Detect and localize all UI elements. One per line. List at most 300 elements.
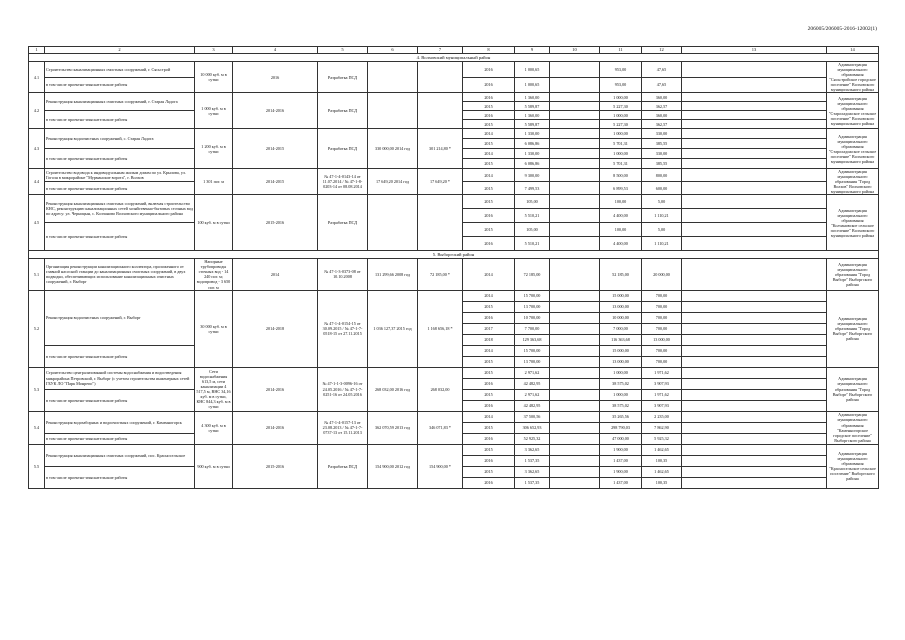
local-amount: 1 110,21	[642, 209, 682, 223]
federal-amount	[550, 195, 600, 209]
header-row	[29, 47, 879, 54]
local-amount: 20 000,00	[642, 259, 682, 290]
other-amount	[682, 139, 827, 149]
year: 2015	[463, 159, 515, 169]
remaining-cost	[418, 93, 463, 129]
column-number-cell: 6	[368, 47, 418, 54]
federal-amount	[550, 223, 600, 237]
year: 2016	[463, 111, 515, 120]
local-amount: 3 907,93	[642, 378, 682, 389]
regional-amount: 1 900,00	[600, 444, 642, 455]
regional-amount: 1 000,00	[600, 129, 642, 139]
federal-amount	[550, 455, 600, 466]
capacity: 30 000 куб. м в сутки	[195, 290, 233, 367]
section-header-row	[29, 251, 879, 259]
column-number-cell: 12	[642, 47, 682, 54]
total-amount: 52 925,32	[515, 433, 550, 444]
period: 2014	[233, 259, 318, 290]
table-row	[29, 259, 879, 290]
investment-program-table	[28, 46, 879, 489]
other-amount	[682, 367, 827, 378]
local-amount: 1 462,65	[642, 466, 682, 477]
federal-amount	[550, 149, 600, 159]
responsible-organization: Администрация муниципального образования "Староладожское сельское поселение" Волховского муниципального района	[827, 93, 879, 129]
regional-amount: 953,00	[600, 62, 642, 78]
federal-amount	[550, 466, 600, 477]
sub-note: в том числе проектно-изыскательские работы	[45, 111, 195, 129]
estimated-cost	[368, 93, 418, 129]
regional-amount: 52 185,00	[600, 259, 642, 290]
remaining-cost: 72 185,00 *	[418, 259, 463, 290]
local-amount: 385,55	[642, 139, 682, 149]
total-amount: 13 700,00	[515, 356, 550, 367]
year: 2016	[463, 378, 515, 389]
design-document: Разработка ПСД	[318, 195, 368, 251]
table-row	[29, 129, 879, 139]
federal-amount	[550, 290, 600, 301]
table-row	[29, 367, 879, 378]
year: 2016	[463, 77, 515, 93]
regional-amount: 100,00	[600, 195, 642, 209]
column-number-cell: 10	[550, 47, 600, 54]
regional-amount: 15 000,00	[600, 345, 642, 356]
capacity: 1 200 куб. м в сутки	[195, 129, 233, 169]
total-amount: 2 971,62	[515, 389, 550, 400]
total-amount: 7 499,53	[515, 182, 550, 195]
federal-amount	[550, 77, 600, 93]
regional-amount: 8 500,00	[600, 169, 642, 182]
total-amount: 1 360,00	[515, 111, 550, 120]
total-amount: 9 300,00	[515, 169, 550, 182]
year: 2018	[463, 334, 515, 345]
column-number-cell: 4	[233, 47, 318, 54]
period: 2015-2016	[233, 195, 318, 251]
local-amount: 700,00	[642, 345, 682, 356]
regional-amount: 13 000,00	[600, 301, 642, 312]
regional-amount: 38 575,02	[600, 378, 642, 389]
federal-amount	[550, 422, 600, 433]
other-amount	[682, 444, 827, 455]
row-number: 5.3	[29, 367, 45, 411]
table-row	[29, 195, 879, 209]
remaining-cost: 154 900,00 *	[418, 444, 463, 488]
year: 2015	[463, 422, 515, 433]
section-title: 4. Волховский муниципальный район	[29, 54, 879, 62]
local-amount: 700,00	[642, 323, 682, 334]
local-amount: 47,65	[642, 77, 682, 93]
other-amount	[682, 182, 827, 195]
year: 2016	[463, 477, 515, 488]
sub-note: в том числе проектно-изыскательские работы	[45, 77, 195, 93]
year: 2016	[463, 237, 515, 251]
row-number: 4.3	[29, 129, 45, 169]
period: 2014-2018	[233, 290, 318, 367]
local-amount: 385,55	[642, 159, 682, 169]
sub-note: в том числе проектно-изыскательские работы	[45, 433, 195, 444]
local-amount: 1 971,62	[642, 367, 682, 378]
remaining-cost: 1 168 656,18 *	[418, 290, 463, 367]
object-name: Строительство канализационных очистных сооружений, г. Сясьстрой	[45, 62, 195, 78]
responsible-organization: Администрация муниципального образования "Красносельское сельское поселение" Выборгского района	[827, 444, 879, 488]
total-amount: 1 000,65	[515, 77, 550, 93]
capacity: 10 000 куб. м в сутки	[195, 62, 233, 93]
local-amount: 7 862,90	[642, 422, 682, 433]
year: 2015	[463, 223, 515, 237]
federal-amount	[550, 102, 600, 111]
federal-amount	[550, 444, 600, 455]
object-name: Реконструкция канализационных очистных сооружений, пос. Красносельское	[45, 444, 195, 466]
sub-note: в том числе проектно-изыскательские работы	[45, 389, 195, 411]
local-amount: 700,00	[642, 301, 682, 312]
other-amount	[682, 62, 827, 78]
local-amount: 3 907,93	[642, 400, 682, 411]
federal-amount	[550, 62, 600, 78]
column-number-cell: 7	[418, 47, 463, 54]
year: 2015	[463, 139, 515, 149]
other-amount	[682, 77, 827, 93]
local-amount: 5,00	[642, 195, 682, 209]
remaining-cost: 268 032,00	[418, 367, 463, 411]
sub-note: в том числе проектно-изыскательские работы	[45, 223, 195, 251]
regional-amount: 4 400,00	[600, 237, 642, 251]
regional-amount: 13 000,00	[600, 356, 642, 367]
total-amount: 15 700,00	[515, 290, 550, 301]
design-document: № 47-1-4-0157-13 от 23.08.2013 / № 47-1-7-0737-13 от 15.11.2013	[318, 411, 368, 444]
estimated-cost	[368, 62, 418, 93]
document-id: 206005/206005-2016-12002(1)	[807, 26, 877, 32]
federal-amount	[550, 139, 600, 149]
other-amount	[682, 455, 827, 466]
row-number: 5.4	[29, 411, 45, 444]
other-amount	[682, 411, 827, 422]
total-amount: 6 086,86	[515, 159, 550, 169]
year: 2014	[463, 411, 515, 422]
remaining-cost: 346 071,83 *	[418, 411, 463, 444]
local-amount: 5 925,32	[642, 433, 682, 444]
local-amount: 330,00	[642, 149, 682, 159]
total-amount: 10 700,00	[515, 312, 550, 323]
object-name: Строительство водовода к индивидуальным жилым домам по ул. Крылова, ул. Гоголя в микрорайоне "Мурманские ворота", г. Волхов	[45, 169, 195, 182]
federal-amount	[550, 259, 600, 290]
total-amount: 7 700,00	[515, 323, 550, 334]
year: 2014	[463, 290, 515, 301]
object-name: Строительство централизованной системы водоснабжения и водоотведения микрорайона Петровский, г. Выборг (с учетом строительства инженерных сетей ГБУК ЛО "Парк Монрепо")	[45, 367, 195, 389]
other-amount	[682, 466, 827, 477]
column-number-cell: 13	[682, 47, 827, 54]
estimated-cost: 268 032,00 2016 год	[368, 367, 418, 411]
federal-amount	[550, 129, 600, 139]
federal-amount	[550, 477, 600, 488]
local-amount: 700,00	[642, 356, 682, 367]
other-amount	[682, 290, 827, 301]
local-amount: 700,00	[642, 290, 682, 301]
object-name: Организация реконструкции канализационного коллектора, проложенного от главной насосной станции до канализационных очистных сооружений, в двух подводки, обеспечивающих использование канализационных очистных сооружений, г. Выборг	[45, 259, 195, 290]
design-document: Разработка ПСД	[318, 62, 368, 93]
year: 2014	[463, 345, 515, 356]
local-amount: 800,00	[642, 169, 682, 182]
federal-amount	[550, 411, 600, 422]
regional-amount: 7 000,00	[600, 323, 642, 334]
total-amount: 13 700,00	[515, 301, 550, 312]
total-amount: 306 652,93	[515, 422, 550, 433]
responsible-organization: Администрация муниципального образования "Каменногорское городское поселение" Выборгского района	[827, 411, 879, 444]
federal-amount	[550, 301, 600, 312]
regional-amount: 953,00	[600, 77, 642, 93]
design-document: № 47-1-3-0373-08 от 10.10.2008	[318, 259, 368, 290]
year: 2015	[463, 466, 515, 477]
year: 2015	[463, 301, 515, 312]
row-number: 5.2	[29, 290, 45, 367]
year: 2015	[463, 389, 515, 400]
other-amount	[682, 433, 827, 444]
regional-amount: 4 400,00	[600, 209, 642, 223]
estimated-cost: 1 036 127,37 2015 год	[368, 290, 418, 367]
responsible-organization: Администрация муниципального образования "Город Волхов" Волховского муниципального района	[827, 169, 879, 195]
total-amount: 5 589,87	[515, 120, 550, 129]
estimated-cost: 362 070,59 2013 год	[368, 411, 418, 444]
other-amount	[682, 400, 827, 411]
federal-amount	[550, 312, 600, 323]
federal-amount	[550, 433, 600, 444]
local-amount: 360,00	[642, 93, 682, 102]
other-amount	[682, 237, 827, 251]
capacity: 4 300 куб. м в сутки	[195, 411, 233, 444]
column-number-cell: 11	[600, 47, 642, 54]
year: 2015	[463, 356, 515, 367]
other-amount	[682, 334, 827, 345]
regional-amount: 47 000,00	[600, 433, 642, 444]
total-amount: 129 363,68	[515, 334, 550, 345]
capacity: 1 301 пог. м	[195, 169, 233, 195]
total-amount: 1 000,65	[515, 62, 550, 78]
estimated-cost: 17 649,20 2014 год	[368, 169, 418, 195]
capacity: Напорные трубопроводы сточных вод - 14 240 пог. м; водопровод - 3 650 пог. м	[195, 259, 233, 290]
year: 2016	[463, 433, 515, 444]
federal-amount	[550, 111, 600, 120]
federal-amount	[550, 389, 600, 400]
year: 2016	[463, 62, 515, 78]
period: 2014-2016	[233, 411, 318, 444]
sub-note: в том числе проектно-изыскательские работы	[45, 345, 195, 367]
total-amount: 42 482,95	[515, 378, 550, 389]
row-number: 5.1	[29, 259, 45, 290]
estimated-cost: 154 900,00 2012 год	[368, 444, 418, 488]
column-number-cell: 1	[29, 47, 45, 54]
design-document: Разработка ПСД	[318, 129, 368, 169]
regional-amount: 5 701,31	[600, 159, 642, 169]
design-document: Разработка ПСД	[318, 444, 368, 488]
regional-amount: 1 437,00	[600, 455, 642, 466]
regional-amount: 1 000,00	[600, 111, 642, 120]
responsible-organization: Администрация муниципального образования "Город Выборг" Выборгского района	[827, 290, 879, 367]
total-amount: 1 537,35	[515, 477, 550, 488]
other-amount	[682, 477, 827, 488]
total-amount: 1 537,35	[515, 455, 550, 466]
year: 2014	[463, 259, 515, 290]
federal-amount	[550, 209, 600, 223]
other-amount	[682, 378, 827, 389]
year: 2016	[463, 93, 515, 102]
period: 2014-2015	[233, 129, 318, 169]
total-amount: 1 360,00	[515, 93, 550, 102]
other-amount	[682, 120, 827, 129]
federal-amount	[550, 334, 600, 345]
local-amount: 47,65	[642, 62, 682, 78]
regional-amount: 5 227,30	[600, 102, 642, 111]
local-amount: 362,57	[642, 120, 682, 129]
regional-amount: 1 000,00	[600, 93, 642, 102]
year: 2014	[463, 149, 515, 159]
federal-amount	[550, 323, 600, 334]
capacity: Сети водоснабжения 613,5 м, сети канализации 4 517,5 м, ВНС 34,16 куб. м в сутки, КНС 844,3 куб. м в сутки	[196, 368, 231, 410]
other-amount	[682, 301, 827, 312]
year: 2017	[463, 323, 515, 334]
total-amount: 72 185,00	[515, 259, 550, 290]
local-amount: 1 971,62	[642, 389, 682, 400]
table-row	[29, 62, 879, 78]
year: 2015	[463, 102, 515, 111]
column-number-cell: 2	[45, 47, 195, 54]
capacity: 900 куб. м в сутки	[195, 444, 233, 488]
object-name: Реконструкция канализационных очистных сооружений, г. Старая Ладога	[45, 93, 195, 111]
other-amount	[682, 422, 827, 433]
object-name: Реконструкция водоочистных сооружений, г. Выборг	[45, 290, 195, 345]
other-amount	[682, 389, 827, 400]
year: 2016	[463, 455, 515, 466]
federal-amount	[550, 237, 600, 251]
other-amount	[682, 93, 827, 102]
estimated-cost: 131 299,66 2008 год	[368, 259, 418, 290]
total-amount: 42 482,95	[515, 400, 550, 411]
total-amount: 105,00	[515, 223, 550, 237]
total-amount: 6 086,86	[515, 139, 550, 149]
regional-amount: 1 000,00	[600, 389, 642, 400]
federal-amount	[550, 159, 600, 169]
other-amount	[682, 129, 827, 139]
object-name: Реконструкция канализационных очистных сооружений, включая строительство КНС, реконструкцию канализационных сетей хозяйственно-бытовых сточных вод по адресу: ул. Черницын, с. Колчаново Волховского муниципального района	[45, 195, 195, 223]
regional-amount: 1 437,00	[600, 477, 642, 488]
regional-amount: 15 000,00	[600, 290, 642, 301]
capacity: 100 куб. м в сутки	[195, 195, 233, 251]
total-amount: 15 700,00	[515, 345, 550, 356]
estimated-cost: 330 000,00 2014 год	[368, 129, 418, 169]
total-amount: 5 510,21	[515, 237, 550, 251]
capacity: 1 000 куб. м в сутки	[195, 93, 233, 129]
design-document: № 47-1-4-0143-14 от 11.07.2014 / № 47-1-8-0203-14 от 08.08.2014	[318, 169, 368, 195]
federal-amount	[550, 345, 600, 356]
other-amount	[682, 102, 827, 111]
other-amount	[682, 356, 827, 367]
federal-amount	[550, 400, 600, 411]
other-amount	[682, 195, 827, 209]
regional-amount: 38 575,02	[600, 400, 642, 411]
table-row	[29, 411, 879, 422]
total-amount: 1 330,00	[515, 129, 550, 139]
row-number: 4.1	[29, 62, 45, 93]
year: 2015	[463, 367, 515, 378]
other-amount	[682, 223, 827, 237]
year: 2016	[463, 209, 515, 223]
object-name: Реконструкция водоочистных сооружений, с. Старая Ладога	[45, 129, 195, 149]
year: 2015	[463, 195, 515, 209]
total-amount: 5 510,21	[515, 209, 550, 223]
local-amount: 360,00	[642, 111, 682, 120]
period: 2015-2016	[233, 444, 318, 488]
column-number-cell: 9	[515, 47, 550, 54]
table-body	[29, 47, 879, 489]
row-number: 5.5	[29, 444, 45, 488]
regional-amount: 1 900,00	[600, 466, 642, 477]
local-amount: 100,35	[642, 455, 682, 466]
local-amount: 13 000,00	[642, 334, 682, 345]
total-amount: 37 500,56	[515, 411, 550, 422]
year: 2015	[463, 120, 515, 129]
total-amount: 1 330,00	[515, 149, 550, 159]
other-amount	[682, 209, 827, 223]
sub-note: в том числе проектно-изыскательские работы	[45, 182, 195, 195]
regional-amount: 35 265,56	[600, 411, 642, 422]
column-number-cell: 14	[827, 47, 879, 54]
other-amount	[682, 111, 827, 120]
row-number: 4.4	[29, 169, 45, 195]
period: 2014-2015	[233, 169, 318, 195]
sub-note: в том числе проектно-изыскательские работы	[45, 149, 195, 169]
federal-amount	[550, 367, 600, 378]
local-amount: 600,00	[642, 182, 682, 195]
section-title: 5. Выборгский район	[29, 251, 879, 259]
other-amount	[682, 149, 827, 159]
other-amount	[682, 312, 827, 323]
year: 2016	[463, 400, 515, 411]
regional-amount: 5 227,30	[600, 120, 642, 129]
table-row	[29, 290, 879, 301]
responsible-organization: Администрация муниципального образования "Сясьстройское городское поселение" Волховского муниципального района	[827, 62, 879, 93]
federal-amount	[550, 120, 600, 129]
federal-amount	[550, 93, 600, 102]
local-amount: 330,00	[642, 129, 682, 139]
local-amount: 362,57	[642, 102, 682, 111]
regional-amount: 1 000,00	[600, 149, 642, 159]
design-document: № 47-1-4-0154-15 от 30.09.2015 / № 47-1-7-0518-15 от 27.11.2015	[318, 290, 368, 367]
other-amount	[682, 169, 827, 182]
year: 2014	[463, 169, 515, 182]
federal-amount	[550, 356, 600, 367]
column-number-cell: 8	[463, 47, 515, 54]
total-amount: 3 362,65	[515, 466, 550, 477]
object-name: Реконструкция водозаборных и водоочистных сооружений, г. Каменногорск	[45, 411, 195, 433]
column-number-cell: 5	[318, 47, 368, 54]
responsible-organization: Администрация муниципального образования "Староладожское сельское поселение" Волховского муниципального района	[827, 129, 879, 169]
local-amount: 1 462,65	[642, 444, 682, 455]
local-amount: 700,00	[642, 312, 682, 323]
period: 2014-2016	[233, 367, 318, 411]
other-amount	[682, 259, 827, 290]
other-amount	[682, 323, 827, 334]
sub-note: в том числе проектно-изыскательские работы	[45, 466, 195, 488]
row-number: 4.2	[29, 93, 45, 129]
table-row	[29, 93, 879, 102]
regional-amount: 1 000,00	[600, 367, 642, 378]
local-amount: 2 235,00	[642, 411, 682, 422]
federal-amount	[550, 182, 600, 195]
total-amount: 3 362,65	[515, 444, 550, 455]
responsible-organization: Администрация муниципального образования "Город Выборг" Выборгского района	[827, 367, 879, 411]
total-amount: 105,00	[515, 195, 550, 209]
regional-amount: 298 790,03	[600, 422, 642, 433]
other-amount	[682, 345, 827, 356]
column-number-cell: 3	[195, 47, 233, 54]
design-document: Разработка ПСД	[318, 93, 368, 129]
